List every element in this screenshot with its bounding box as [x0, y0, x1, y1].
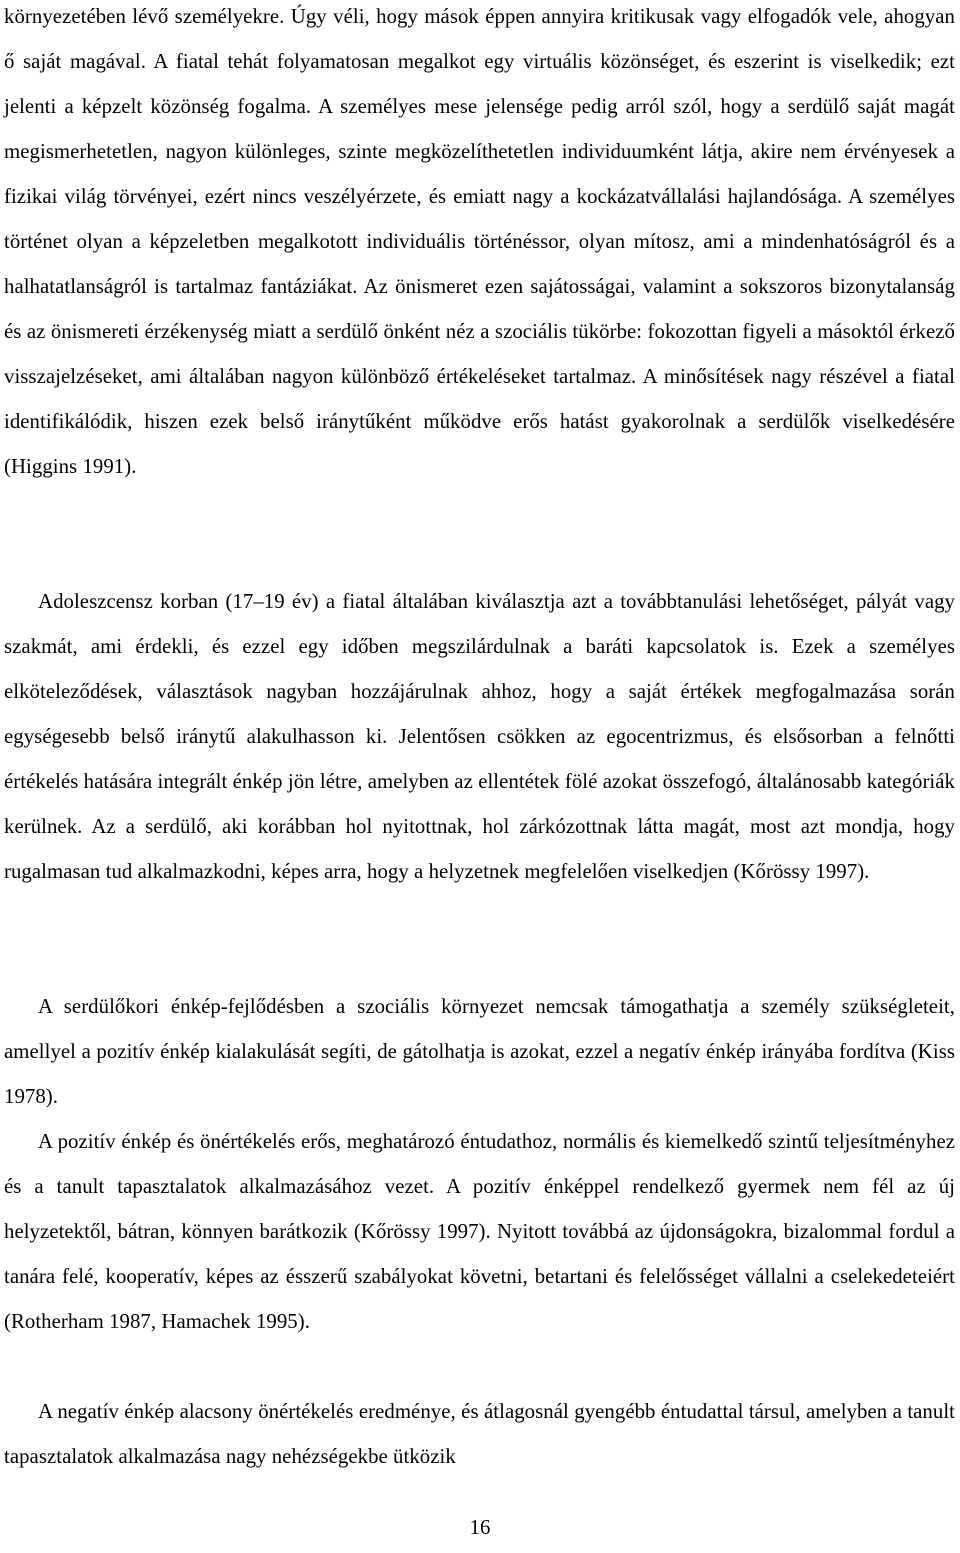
paragraph-5: A negatív énkép alacsony önértékelés eredménye, és átlagosnál gyengébb éntudattal társul, amelyben a tanult tapasztalatok alkalmazása nagy nehézségekbe ütközik [4, 1400, 955, 1468]
paragraph-1: környezetében lévő személyekre. Úgy véli, hogy mások éppen annyira kritikusak vagy elfogadók vele, ahogyan ő saját magával. A fiatal tehát folyamatosan megalkot egy virtuális közönséget, és eszerint is viselkedik; ezt jelenti a képzelt közönség fogalma. A személyes mese jelensége pedig arról szól, hogy a serdülő saját magát megismerhetetlen, nagyon különleges, szinte megközelíthetetlen individuumként látja, akire nem érvényesek a fizikai világ törvényei, ezért nincs veszélyérzete, és emiatt nagy a kockázatvállalási hajlandósága. A személyes történet olyan a képzeletben megalkotott individuális történéssor, olyan mítosz, ami a mindenhatóságról és a halhatatlanságról is tartalmaz fantáziákat. Az önismeret ezen sajátosságai, valamint a sokszoros bizonytalanság és az önismereti érzékenység miatt a serdülő önként néz a szociális tükörbe: fokozottan figyeli a másoktól érkező visszajelzéseket, ami általában nagyon különböző értékeléseket tartalmaz. A minősítések nagy részével a fiatal identifikálódik, hiszen ezek belső iránytűként működve erős hatást gyakorolnak a serdülők viselkedésére (Higgins 1991). [4, 5, 955, 478]
paragraph-2: Adoleszcensz korban (17–19 év) a fiatal általában kiválasztja azt a továbbtanulási lehetőséget, pályát vagy szakmát, ami érdekli, és ezzel egy időben megszilárdulnak a baráti kapcsolatok is. Ezek a személyes elköteleződések, választások nagyban hozzájárulnak ahhoz, hogy a saját értékek megfogalmazása során egységesebb belső iránytű alakulhasson ki. Jelentősen csökken az egocentrizmus, és elsősorban a felnőtti értékelés hatására integrált énkép jön létre, amelyben az ellentétek fölé azokat összefogó, általánosabb kategóriák kerülnek. Az a serdülő, aki korábban hol nyitottnak, hol zárkózottnak látta magát, most azt mondja, hogy rugalmasan tud alkalmazkodni, képes arra, hogy a helyzetnek megfelelően viselkedjen (Kőrössy 1997). [4, 590, 955, 883]
page-number: 16 [469, 1516, 491, 1539]
paragraph-3: A serdülőkori énkép-fejlődésben a szociális környezet nemcsak támogathatja a személy szükségleteit, amellyel a pozitív énkép kialakulását segíti, de gátolhatja is azokat, ezzel a negatív énkép irányába fordítva (Kiss 1978). [4, 995, 955, 1108]
paragraph-4: A pozitív énkép és önértékelés erős, meghatározó éntudathoz, normális és kiemelkedő szintű teljesítményhez és a tanult tapasztalatok alkalmazásához vezet. A pozitív énképpel rendelkező gyermek nem fél az új helyzetektől, bátran, könnyen barátkozik (Kőrössy 1997). Nyitott továbbá az újdonságokra, bizalommal fordul a tanára felé, kooperatív, képes az ésszerű szabályokat követni, betartani és felelősséget vállalni a cselekedeteiért (Rotherham 1987, Hamachek 1995). [4, 1130, 955, 1333]
